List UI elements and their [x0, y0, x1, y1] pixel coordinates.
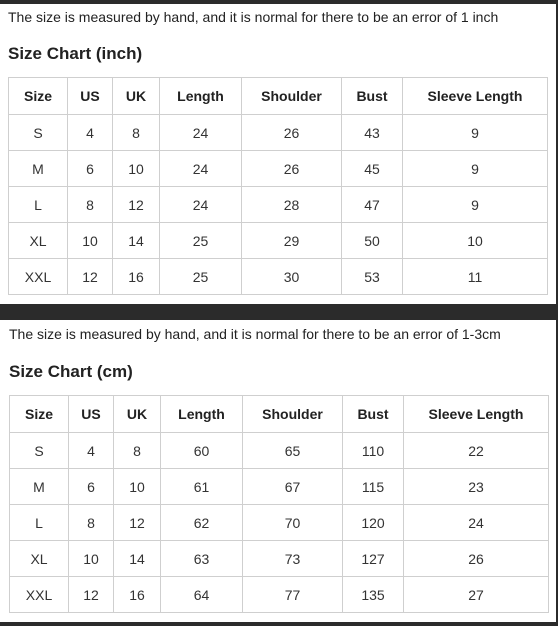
header-bust: Bust [343, 396, 404, 433]
cell-bust: 115 [343, 469, 404, 505]
cell-size: L [10, 505, 69, 541]
cell-shoulder: 77 [243, 577, 343, 613]
cell-shoulder: 65 [243, 433, 343, 469]
cell-uk: 8 [113, 115, 160, 151]
cell-sleeve-length: 24 [404, 505, 549, 541]
cell-size: XXL [9, 259, 68, 295]
cell-us: 8 [68, 187, 113, 223]
cell-bust: 110 [343, 433, 404, 469]
cell-bust: 135 [343, 577, 404, 613]
header-uk: UK [114, 396, 161, 433]
cell-length: 63 [161, 541, 243, 577]
header-sleeve-length: Sleeve Length [403, 78, 548, 115]
cell-bust: 45 [342, 151, 403, 187]
table-row [9, 151, 548, 187]
size-chart-inch-title: Size Chart (inch) [8, 44, 143, 63]
cell-us: 6 [68, 151, 113, 187]
cell-sleeve-length: 26 [404, 541, 549, 577]
cell-length: 24 [160, 187, 242, 223]
cell-sleeve-length: 9 [403, 187, 548, 223]
cell-shoulder: 70 [243, 505, 343, 541]
cell-length: 62 [161, 505, 243, 541]
cell-us: 10 [68, 223, 113, 259]
cell-size: S [9, 115, 68, 151]
header-length: Length [161, 396, 243, 433]
table-row [9, 223, 548, 259]
size-chart-inch-panel [0, 4, 556, 304]
cell-size: XXL [10, 577, 69, 613]
table-row [9, 259, 548, 295]
cell-sleeve-length: 9 [403, 151, 548, 187]
cell-us: 6 [69, 469, 114, 505]
cell-shoulder: 73 [243, 541, 343, 577]
cell-us: 12 [69, 577, 114, 613]
cell-uk: 12 [114, 505, 161, 541]
header-bust: Bust [342, 78, 403, 115]
cell-bust: 47 [342, 187, 403, 223]
cell-length: 60 [161, 433, 243, 469]
cell-us: 12 [68, 259, 113, 295]
cell-bust: 50 [342, 223, 403, 259]
table-row [9, 187, 548, 223]
cell-us: 8 [69, 505, 114, 541]
cell-length: 61 [161, 469, 243, 505]
cell-uk: 16 [113, 259, 160, 295]
cell-length: 24 [160, 151, 242, 187]
size-chart-cm-panel [0, 320, 556, 622]
cell-size: M [10, 469, 69, 505]
header-sleeve-length: Sleeve Length [404, 396, 549, 433]
cell-uk: 10 [113, 151, 160, 187]
cell-sleeve-length: 9 [403, 115, 548, 151]
cell-uk: 8 [114, 433, 161, 469]
table-row [10, 433, 549, 469]
cell-length: 25 [160, 259, 242, 295]
cell-shoulder: 30 [242, 259, 342, 295]
cell-size: L [9, 187, 68, 223]
size-chart-cm-title: Size Chart (cm) [9, 362, 133, 381]
cell-bust: 43 [342, 115, 403, 151]
cell-shoulder: 26 [242, 151, 342, 187]
table-header-row [10, 396, 549, 433]
table-row [10, 469, 549, 505]
cell-sleeve-length: 27 [404, 577, 549, 613]
header-us: US [69, 396, 114, 433]
cell-size: XL [9, 223, 68, 259]
cell-us: 4 [69, 433, 114, 469]
cell-uk: 14 [114, 541, 161, 577]
cell-bust: 127 [343, 541, 404, 577]
cell-uk: 12 [113, 187, 160, 223]
header-size: Size [9, 78, 68, 115]
measurement-note-inch: The size is measured by hand, and it is normal for there to be an error of 1 inch [8, 9, 499, 25]
cell-sleeve-length: 22 [404, 433, 549, 469]
cell-size: XL [10, 541, 69, 577]
header-shoulder: Shoulder [242, 78, 342, 115]
cell-bust: 53 [342, 259, 403, 295]
table-header-row [9, 78, 548, 115]
cell-size: M [9, 151, 68, 187]
cell-length: 64 [161, 577, 243, 613]
cell-shoulder: 26 [242, 115, 342, 151]
header-uk: UK [113, 78, 160, 115]
measurement-note-cm: The size is measured by hand, and it is normal for there to be an error of 1-3cm [9, 326, 501, 342]
header-size: Size [10, 396, 69, 433]
header-us: US [68, 78, 113, 115]
cell-uk: 16 [114, 577, 161, 613]
cell-length: 24 [160, 115, 242, 151]
table-row [10, 505, 549, 541]
cell-us: 10 [69, 541, 114, 577]
table-row [10, 577, 549, 613]
cell-sleeve-length: 23 [404, 469, 549, 505]
cell-sleeve-length: 11 [403, 259, 548, 295]
header-length: Length [160, 78, 242, 115]
cell-shoulder: 29 [242, 223, 342, 259]
cell-us: 4 [68, 115, 113, 151]
size-table-cm [9, 395, 549, 613]
cell-size: S [10, 433, 69, 469]
cell-shoulder: 28 [242, 187, 342, 223]
cell-length: 25 [160, 223, 242, 259]
cell-uk: 10 [114, 469, 161, 505]
cell-bust: 120 [343, 505, 404, 541]
cell-shoulder: 67 [243, 469, 343, 505]
size-table-inch [8, 77, 548, 295]
table-row [9, 115, 548, 151]
cell-uk: 14 [113, 223, 160, 259]
table-row [10, 541, 549, 577]
cell-sleeve-length: 10 [403, 223, 548, 259]
header-shoulder: Shoulder [243, 396, 343, 433]
